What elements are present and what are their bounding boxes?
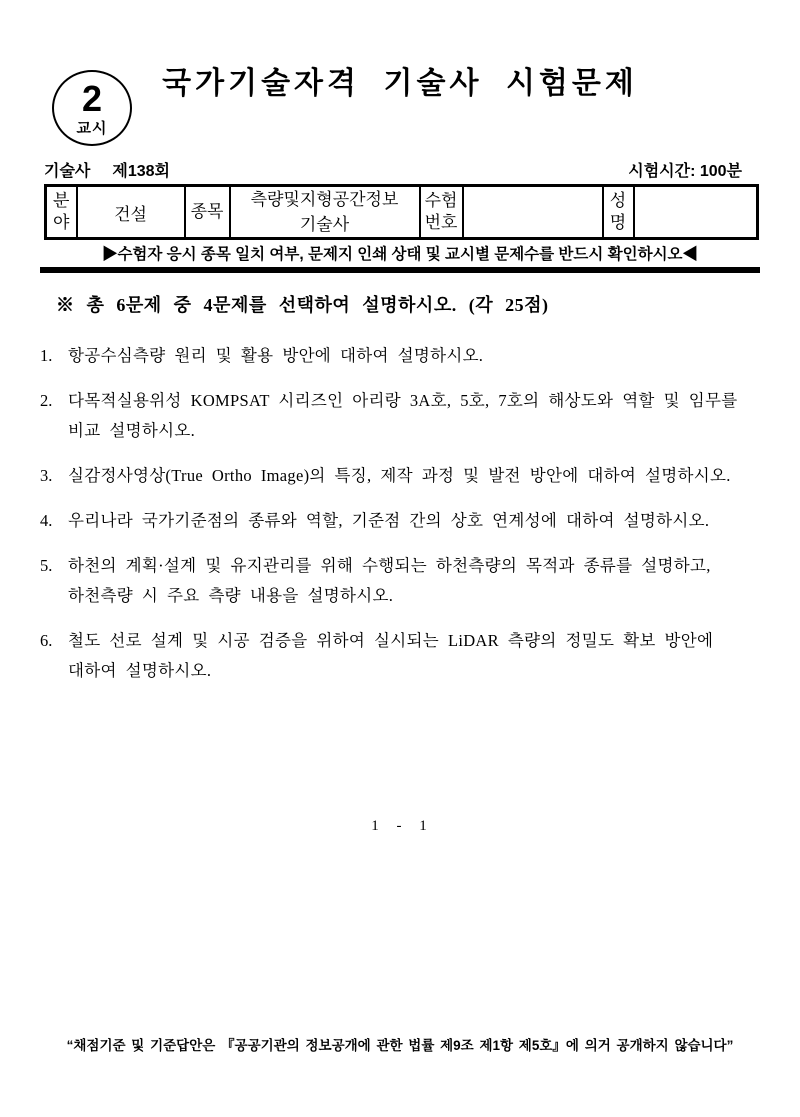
question-list bbox=[40, 341, 758, 686]
period-label: 교시 bbox=[76, 119, 108, 137]
divider-rule bbox=[40, 267, 760, 273]
question-item-1 bbox=[40, 341, 758, 371]
question-item-4 bbox=[40, 506, 758, 536]
subject-label-cell: 종목 bbox=[185, 186, 230, 239]
name-value-cell bbox=[634, 186, 758, 239]
meta-row bbox=[44, 158, 742, 181]
instruction-line: ※ 총 6문제 중 4문제를 선택하여 설명하시오. (각 25점) bbox=[56, 295, 549, 315]
question-text: 하천의 계획·설계 및 유지관리를 위해 수행되는 하천측량의 목적과 종류를 설명하고, 하천측량 시 주요 측량 내용을 설명하시오. bbox=[68, 556, 711, 605]
page-title: 국가기술자격 기술사 시험문제 bbox=[162, 67, 638, 100]
exam-round-group bbox=[44, 158, 170, 181]
question-text: 실감정사영상(True Ortho Image)의 특징, 제작 과정 및 발전 방안에 대하여 설명하시오. bbox=[68, 466, 731, 485]
question-number: 3. bbox=[40, 466, 53, 485]
field-value-cell: 건설 bbox=[77, 186, 185, 239]
field-label-cell: 분야 bbox=[46, 186, 77, 239]
footer-note: “채점기준 및 기준답안은 『공공기관의 정보공개에 관한 법률 제9조 제1항 제5호』에 의거 공개하지 않습니다” bbox=[66, 1038, 734, 1053]
period-number: 2 bbox=[81, 77, 103, 119]
question-text: 항공수심측량 원리 및 활용 방안에 대하여 설명하시오. bbox=[68, 346, 484, 365]
question-number: 1. bbox=[40, 346, 53, 365]
notice-bar: ▶수험자 응시 종목 일치 여부, 문제지 인쇄 상태 및 교시별 문제수를 반드시 확인하시오◀ bbox=[101, 246, 699, 263]
question-number: 5. bbox=[40, 556, 53, 575]
examinee-number-label-cell: 수험번호 bbox=[420, 186, 463, 239]
question-item-3 bbox=[40, 461, 758, 491]
question-item-6 bbox=[40, 626, 758, 686]
exam-time-label: 시험시간: 100분 bbox=[628, 163, 742, 180]
name-label-cell: 성명 bbox=[603, 186, 634, 239]
subject-value-cell: 측량및지형공간정보 기술사 bbox=[230, 186, 420, 239]
question-number: 2. bbox=[40, 391, 53, 410]
period-badge bbox=[52, 70, 132, 146]
candidate-info-table bbox=[44, 184, 759, 240]
doc-type-label: 기술사 bbox=[44, 163, 91, 180]
examinee-number-value-cell bbox=[463, 186, 603, 239]
question-number: 4. bbox=[40, 511, 53, 530]
question-text: 우리나라 국가기준점의 종류와 역할, 기준점 간의 상호 연계성에 대하여 설명하시오. bbox=[68, 511, 710, 530]
question-item-5 bbox=[40, 551, 758, 611]
question-text: 다목적실용위성 KOMPSAT 시리즈인 아리랑 3A호, 5호, 7호의 해상도와 역할 및 임무를 비교 설명하시오. bbox=[68, 391, 738, 440]
question-number: 6. bbox=[40, 631, 53, 650]
question-text: 철도 선로 설계 및 시공 검증을 위하여 실시되는 LiDAR 측량의 정밀도 확보 방안에 대하여 설명하시오. bbox=[68, 631, 714, 680]
page-number: 1 - 1 bbox=[371, 818, 429, 834]
question-item-2 bbox=[40, 386, 758, 446]
exam-round-label: 제138회 bbox=[112, 163, 170, 180]
table-row bbox=[46, 186, 758, 239]
